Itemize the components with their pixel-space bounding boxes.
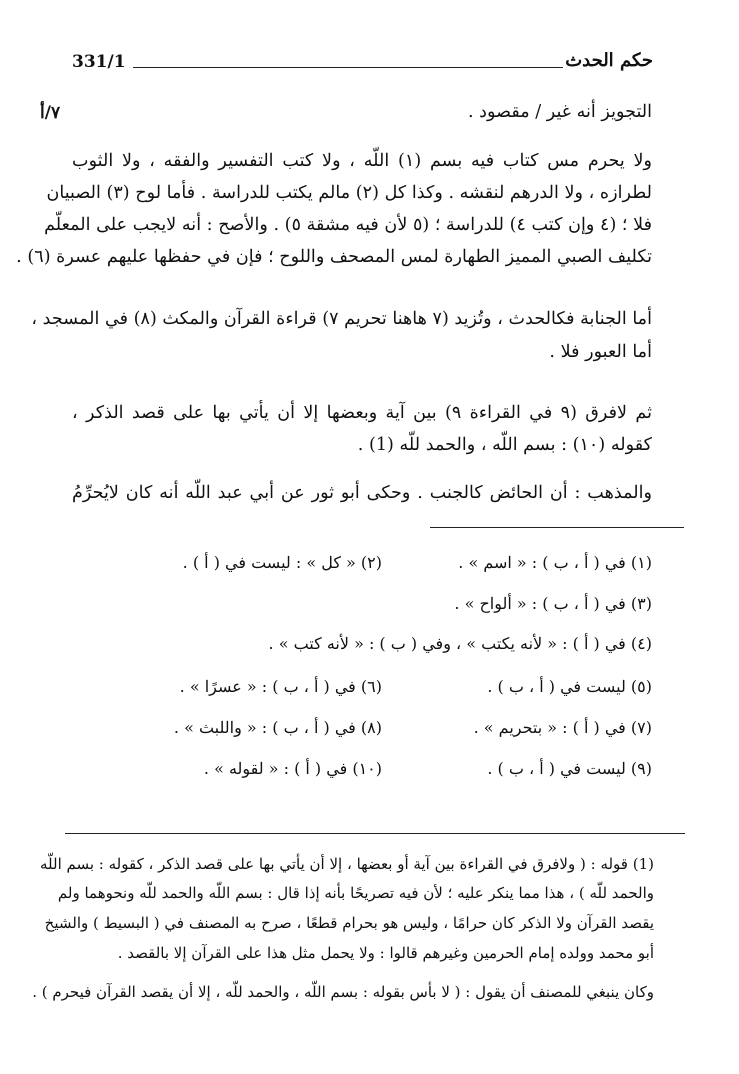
footnote: (١٠) في ( أ ) : « لقوله » . [203, 759, 382, 778]
manuscript-folio-marker: ٧/أ [40, 103, 61, 123]
body-line: كقوله (١٠) : بسم اللّه ، والحمد للّه (1) . [357, 435, 652, 455]
footnote: (٦) في ( أ ، ب ) : « عسرًا » . [179, 677, 382, 696]
footnote: (٣) في ( أ ، ب ) : « ألواح » . [454, 594, 652, 613]
running-title: حكم الحدث [565, 50, 653, 71]
body-line: أما الجنابة فكالحدث ، وتُزيد (٧ هاهنا تحريم ٧) قراءة القرآن والمكث (٨) في المسجد ، [31, 309, 652, 329]
body-line: ولا يحرم مس كتاب فيه بسم (١) اللّه ، ولا كتب التفسير والفقه ، ولا الثوب [72, 151, 652, 171]
footnote: (١) في ( أ ، ب ) : « اسم » . [458, 553, 652, 572]
commentary-line: يقصد القرآن ولا الذكر كان حرامًا ، وليس هو بحرام قطعًا ، صرح به المصنف في ( البسيط ) والشيخ [44, 914, 654, 932]
commentary-line: (1) قوله : ( ولافرق في القراءة بين آية أو بعضها ، إلا أن يأتي بها على قصد الذكر ، كقوله : بسم اللّه [39, 855, 654, 873]
commentary-line: وكان ينبغي للمصنف أن يقول : ( لا بأس بقوله : بسم اللّه ، والحمد للّه ، إلا أن يقصد القرآن فيحرم ) . [32, 983, 654, 1001]
body-line: التجويز أنه غير / مقصود . [467, 102, 652, 122]
header-rule [133, 67, 563, 68]
footnote: (٧) في ( أ ) : « بتحريم » . [473, 718, 652, 737]
page-number: 331/1 [72, 52, 126, 72]
footnote: (٥) ليست في ( أ ، ب ) . [487, 677, 652, 696]
footnote: (٤) في ( أ ) : « لأنه يكتب » ، وفي ( ب ) : « لأنه كتب » . [268, 634, 652, 653]
footnote-separator [430, 527, 684, 528]
footnote: (٢) « كل » : ليست في ( أ ) . [182, 553, 382, 572]
body-line: والمذهب : أن الحائض كالجنب . وحكى أبو ثور عن أبي عبد اللّه أنه كان لايُحرِّمُ [72, 483, 652, 503]
body-line: ثم لافرق (٩ في القراءة ٩) بين آية وبعضها إلا أن يأتي بها على قصد الذكر ، [72, 403, 652, 423]
footnote: (٩) ليست في ( أ ، ب ) . [487, 759, 652, 778]
footnote: (٨) في ( أ ، ب ) : « واللبث » . [173, 718, 382, 737]
commentary-line: والحمد للّه ) ، هذا مما ينكر عليه ؛ لأن فيه تصريحًا بأنه إذا قال : بسم اللّه والحمد للّه ونحوهما ولم [57, 884, 654, 902]
commentary-line: أبو محمد وولده إمام الحرمين وغيرهم قالوا : ولا يحمل مثل هذا على القرآن إلا بالقصد . [117, 944, 654, 962]
body-line: لطرازه ، ولا الدرهم لنقشه . وكذا كل (٢) مالم يكتب للدراسة . فأما لوح (٣) الصبيان [46, 183, 652, 203]
commentary-separator [65, 833, 685, 834]
body-line: أما العبور فلا . [549, 342, 652, 362]
body-line: فلا ؛ (٤ وإن كتب ٤) للدراسة ؛ (٥ لأن فيه مشقة ٥) . والأصح : أنه لايجب على المعلّم [44, 215, 652, 235]
body-line: تكليف الصبي المميز الطهارة لمس المصحف واللوح ؛ فإن في حفظها عليهم عسرة (٦) . [16, 247, 652, 267]
